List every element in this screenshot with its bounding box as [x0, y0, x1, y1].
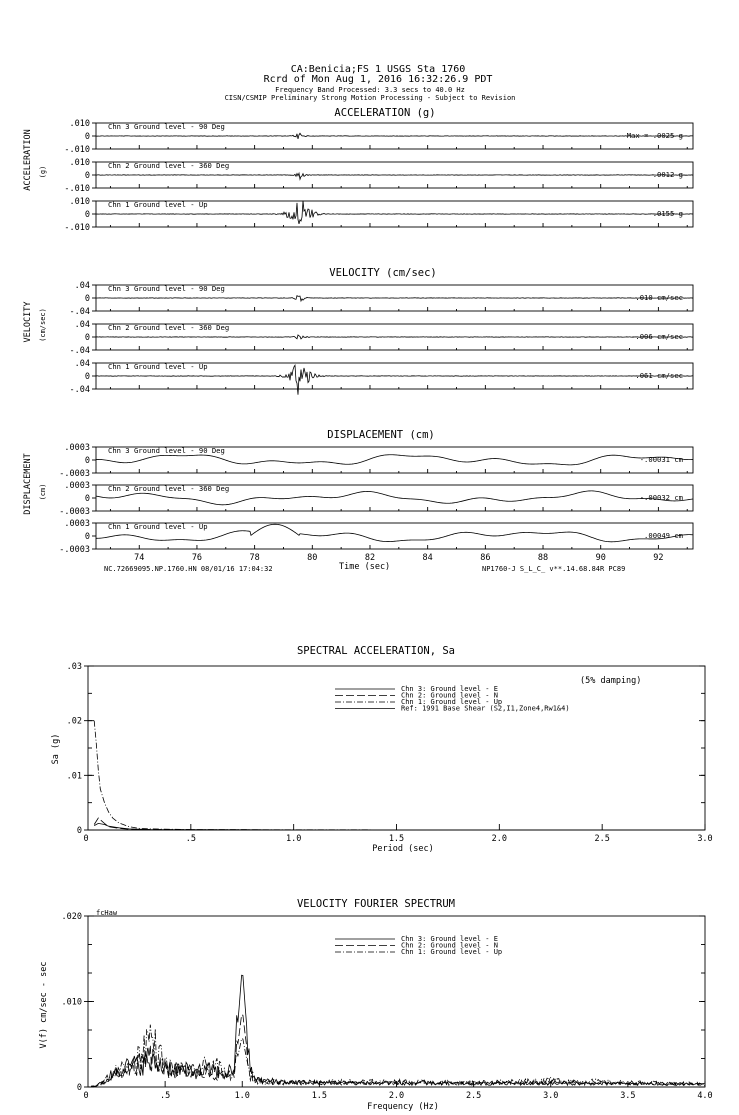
x-tick-label: 1.0: [234, 1091, 250, 1101]
spectral-acceleration-chart: [51, 645, 713, 854]
accel-y-tick-label: -.010: [64, 145, 90, 155]
y-tick-label: .01: [66, 771, 82, 782]
disp-channel-peak: .00049 cm: [644, 531, 683, 540]
x-tick-label: 0: [83, 1091, 89, 1101]
x-tick-label: 3.0: [697, 834, 713, 844]
x-tick-label: 2.5: [465, 1091, 482, 1101]
x-tick-label: 1.0: [285, 834, 302, 844]
x-tick-label: 4.0: [697, 1091, 713, 1101]
series-line: [91, 1025, 704, 1087]
sa-y-axis-label: Sa (g): [51, 733, 61, 765]
vfs-annotation: fcHaw: [96, 909, 118, 917]
accel-y-tick-label: .010: [69, 197, 90, 207]
velocity-panel: [23, 267, 693, 395]
acceleration-title: ACCELERATION (g): [334, 107, 436, 119]
accel-channel-label: Chn 1 Ground level - Up: [108, 200, 208, 209]
vel-trace: [96, 296, 693, 301]
x-tick-label: 3.0: [543, 1091, 559, 1101]
series-line: [94, 721, 705, 830]
x-tick-label: .5: [160, 1091, 171, 1101]
accel-y-tick-label: .010: [69, 119, 90, 129]
vel-y-tick-label: 0: [84, 372, 90, 382]
header-station: CA:Benicia;FS 1 USGS Sta 1760: [290, 64, 466, 75]
vel-y-tick-label: -.04: [69, 385, 90, 395]
disp-y-tick-label: .0003: [64, 443, 90, 453]
footer-left: NC.72669095.NP.1760.HN 08/01/16 17:04:32: [104, 565, 273, 573]
plot-frame: [88, 916, 705, 1087]
vel-channel-label: Chn 3 Ground level - 90 Deg: [108, 284, 225, 293]
accel-y-tick-label: 0: [84, 171, 90, 181]
sa-chart-title: SPECTRAL ACCELERATION, Sa: [296, 645, 456, 657]
vel-channel-peak: -.006 cm/sec: [631, 332, 683, 341]
disp-y-tick-label: .0003: [64, 519, 90, 529]
record-header: [225, 64, 516, 102]
y-tick-label: 0: [76, 826, 82, 836]
time-tick-label: 74: [134, 553, 145, 563]
legend-entry: Chn 3: Ground level - E: [401, 685, 498, 693]
y-tick-label: .03: [66, 662, 82, 672]
x-tick-label: .5: [185, 834, 196, 844]
accel-y-tick-label: -.010: [64, 223, 90, 233]
series-line: [91, 1015, 704, 1087]
y-tick-label: .020: [61, 912, 82, 922]
disp-trace: [96, 455, 693, 465]
disp-y-tick-label: 0: [84, 532, 90, 542]
vel-channel-label: Chn 1 Ground level - Up: [108, 362, 208, 371]
disp-y-tick-label: .0003: [64, 481, 90, 491]
x-tick-label: 2.0: [388, 1091, 405, 1101]
x-tick-label: 1.5: [311, 1091, 328, 1101]
sa-x-axis-label: Period (sec): [372, 844, 434, 854]
accel-y-tick-label: 0: [84, 210, 90, 220]
vel-channel-peak: .010 cm/sec: [635, 293, 683, 302]
accel-channel-peak: -.0155 g: [648, 209, 683, 218]
displacement-side-label: DISPLACEMENT: [23, 453, 33, 515]
vel-y-tick-label: .04: [74, 359, 90, 369]
vfs-y-axis-label: V(f) cm/sec - sec: [39, 961, 49, 1049]
time-tick-label: 92: [653, 553, 664, 563]
vel-channel-label: Chn 2 Ground level - 360 Deg: [108, 323, 230, 332]
legend-entry: Chn 3: Ground level - E: [401, 935, 498, 943]
accel-channel-peak: Max = .0025 g: [626, 131, 683, 140]
plot-frame: [88, 666, 705, 830]
time-tick-label: 82: [364, 553, 376, 563]
legend-entry: Chn 2: Ground level - N: [401, 941, 498, 950]
time-tick-label: 88: [537, 553, 549, 563]
accel-channel-label: Chn 2 Ground level - 360 Deg: [108, 161, 230, 170]
disp-channel-label: Chn 2 Ground level - 360 Deg: [108, 484, 230, 493]
y-tick-label: .02: [66, 716, 82, 727]
header-disclaimer: CISN/CSMIP Preliminary Strong Motion Processing - Subject to Revision: [224, 94, 516, 102]
disp-y-tick-label: 0: [84, 494, 90, 504]
disp-channel-peak: -.00031 cm: [639, 455, 683, 464]
x-tick-label: 2.0: [491, 834, 508, 844]
vel-y-tick-label: -.04: [69, 346, 90, 356]
velocity-fourier-spectrum-chart: [39, 898, 713, 1112]
series-line: [94, 818, 705, 830]
x-tick-label: 0: [83, 834, 89, 844]
series-line: [94, 823, 705, 830]
time-axis-label: Time (sec): [339, 562, 391, 572]
header-frequency-band: Frequency Band Processed: 3.3 secs to 40.0 Hz: [275, 86, 465, 94]
vfs-x-axis-label: Frequency (Hz): [367, 1102, 439, 1112]
accel-trace: [96, 133, 693, 139]
vel-y-tick-label: 0: [84, 333, 90, 343]
legend-entry: Chn 2: Ground level - N: [401, 691, 498, 700]
time-tick-label: 90: [595, 553, 606, 563]
footer-right: NP1760-J S_L_C_ v**.14.68.84R PC89: [482, 565, 626, 573]
vel-y-tick-label: -.04: [69, 307, 90, 317]
disp-y-tick-label: 0: [84, 456, 90, 466]
accel-channel-label: Chn 3 Ground level - 90 Deg: [108, 122, 225, 131]
disp-channel-peak: -.00032 cm: [639, 493, 683, 502]
y-tick-label: .010: [61, 997, 82, 1008]
header-record-time: Rcrd of Mon Aug 1, 2016 16:32:26.9 PDT: [263, 74, 493, 85]
velocity-side-label: VELOCITY: [23, 301, 33, 343]
disp-y-tick-label: -.0003: [59, 469, 90, 479]
velocity-unit-label: (cm/sec): [39, 308, 47, 342]
accel-y-tick-label: -.010: [64, 184, 90, 194]
time-tick-label: 80: [307, 553, 318, 563]
acceleration-side-label: ACCELERATION: [23, 129, 33, 191]
vel-y-tick-label: .04: [74, 281, 90, 291]
time-tick-label: 84: [422, 553, 433, 563]
displacement-panel: [23, 429, 693, 573]
vel-y-tick-label: 0: [84, 294, 90, 304]
accel-y-tick-label: .010: [69, 158, 90, 168]
time-tick-label: 86: [480, 553, 491, 563]
legend-entry: Ref: 1991 Base Shear (S2,I1,Zone4,Rw1&4): [401, 704, 570, 713]
acceleration-panel: [23, 107, 693, 233]
sa-damping-annotation: (5% damping): [580, 676, 642, 686]
legend-entry: Chn 1: Ground level - Up: [401, 698, 503, 706]
accel-channel-peak: .0012 g: [652, 170, 683, 179]
accel-trace: [96, 173, 693, 179]
disp-channel-label: Chn 1 Ground level - Up: [108, 522, 208, 531]
displacement-title: DISPLACEMENT (cm): [327, 429, 435, 441]
vel-channel-peak: .061 cm/sec: [635, 371, 683, 380]
displacement-unit-label: (cm): [39, 483, 47, 501]
vfs-chart-title: VELOCITY FOURIER SPECTRUM: [296, 898, 456, 910]
acceleration-unit-label: (g): [39, 165, 47, 179]
velocity-title: VELOCITY (cm/sec): [329, 267, 437, 279]
time-tick-label: 76: [191, 553, 203, 563]
vel-trace: [96, 335, 693, 339]
vel-y-tick-label: .04: [74, 320, 90, 330]
disp-y-tick-label: -.0003: [59, 545, 90, 555]
disp-y-tick-label: -.0003: [59, 507, 90, 517]
x-tick-label: 3.5: [620, 1091, 636, 1101]
x-tick-label: 2.5: [594, 834, 610, 844]
y-tick-label: 0: [76, 1083, 82, 1093]
accel-y-tick-label: 0: [84, 132, 90, 142]
x-tick-label: 1.5: [388, 834, 405, 844]
legend-entry: Chn 1: Ground level - Up: [401, 948, 503, 956]
time-tick-label: 78: [249, 553, 260, 563]
disp-channel-label: Chn 3 Ground level - 90 Deg: [108, 446, 225, 455]
